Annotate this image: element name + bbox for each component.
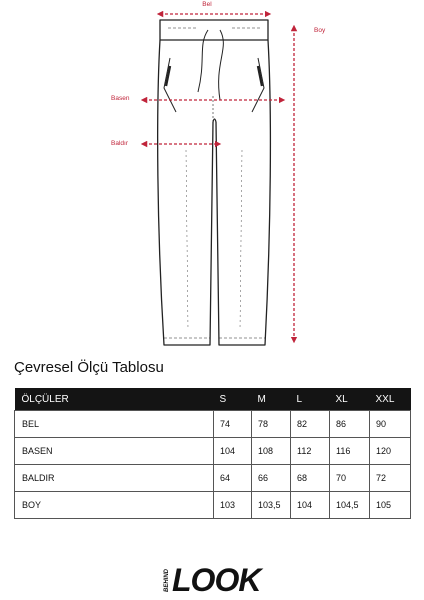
- table-cell: 103,5: [252, 492, 291, 519]
- table-cell: 120: [370, 438, 411, 465]
- header-cell: XL: [330, 388, 370, 411]
- table-cell: 82: [291, 411, 330, 438]
- table-row: [15, 492, 411, 519]
- label-bel: Bel: [202, 1, 212, 8]
- table-header-row: [15, 388, 411, 411]
- header-cell: S: [214, 388, 252, 411]
- crotch: [213, 119, 216, 122]
- header-cell: M: [252, 388, 291, 411]
- brand-small-text: BEHIND: [164, 568, 170, 592]
- page-title: Çevresel Ölçü Tablosu: [14, 359, 164, 376]
- row-label: BALDIR: [15, 465, 214, 492]
- table-cell: 70: [330, 465, 370, 492]
- table-cell: 103: [214, 492, 252, 519]
- table-cell: 66: [252, 465, 291, 492]
- label-boy: Boy: [314, 27, 326, 34]
- table-cell: 68: [291, 465, 330, 492]
- header-cell: L: [291, 388, 330, 411]
- row-label: BASEN: [15, 438, 214, 465]
- measurement-arrows: [144, 14, 294, 340]
- pants-illustration: [158, 20, 271, 345]
- table-cell: 104: [214, 438, 252, 465]
- table-cell: 104,5: [330, 492, 370, 519]
- table-cell: 90: [370, 411, 411, 438]
- table-cell: 64: [214, 465, 252, 492]
- table-row: [15, 438, 411, 465]
- drawstring-left: [198, 30, 208, 92]
- table-cell: 108: [252, 438, 291, 465]
- waistband: [160, 20, 268, 40]
- table-cell: 104: [291, 492, 330, 519]
- header-cell: XXL: [370, 388, 411, 411]
- table-cell: 116: [330, 438, 370, 465]
- table-cell: 112: [291, 438, 330, 465]
- table-cell: 105: [370, 492, 411, 519]
- label-baldir: Baldır: [111, 140, 128, 147]
- size-table: [14, 388, 411, 519]
- table-cell: 86: [330, 411, 370, 438]
- knee-seam-left: [186, 150, 188, 330]
- header-cell: ÖLÇÜLER: [15, 388, 214, 411]
- table-cell: 72: [370, 465, 411, 492]
- row-label: BOY: [15, 492, 214, 519]
- knee-seam-right: [240, 150, 242, 330]
- table-row: [15, 411, 411, 438]
- table-row: [15, 465, 411, 492]
- brand-big-text: LOOK: [172, 562, 261, 596]
- table-cell: 74: [214, 411, 252, 438]
- table-cell: 78: [252, 411, 291, 438]
- brand-logo: [150, 560, 280, 596]
- label-basen: Basen: [111, 95, 130, 102]
- row-label: BEL: [15, 411, 214, 438]
